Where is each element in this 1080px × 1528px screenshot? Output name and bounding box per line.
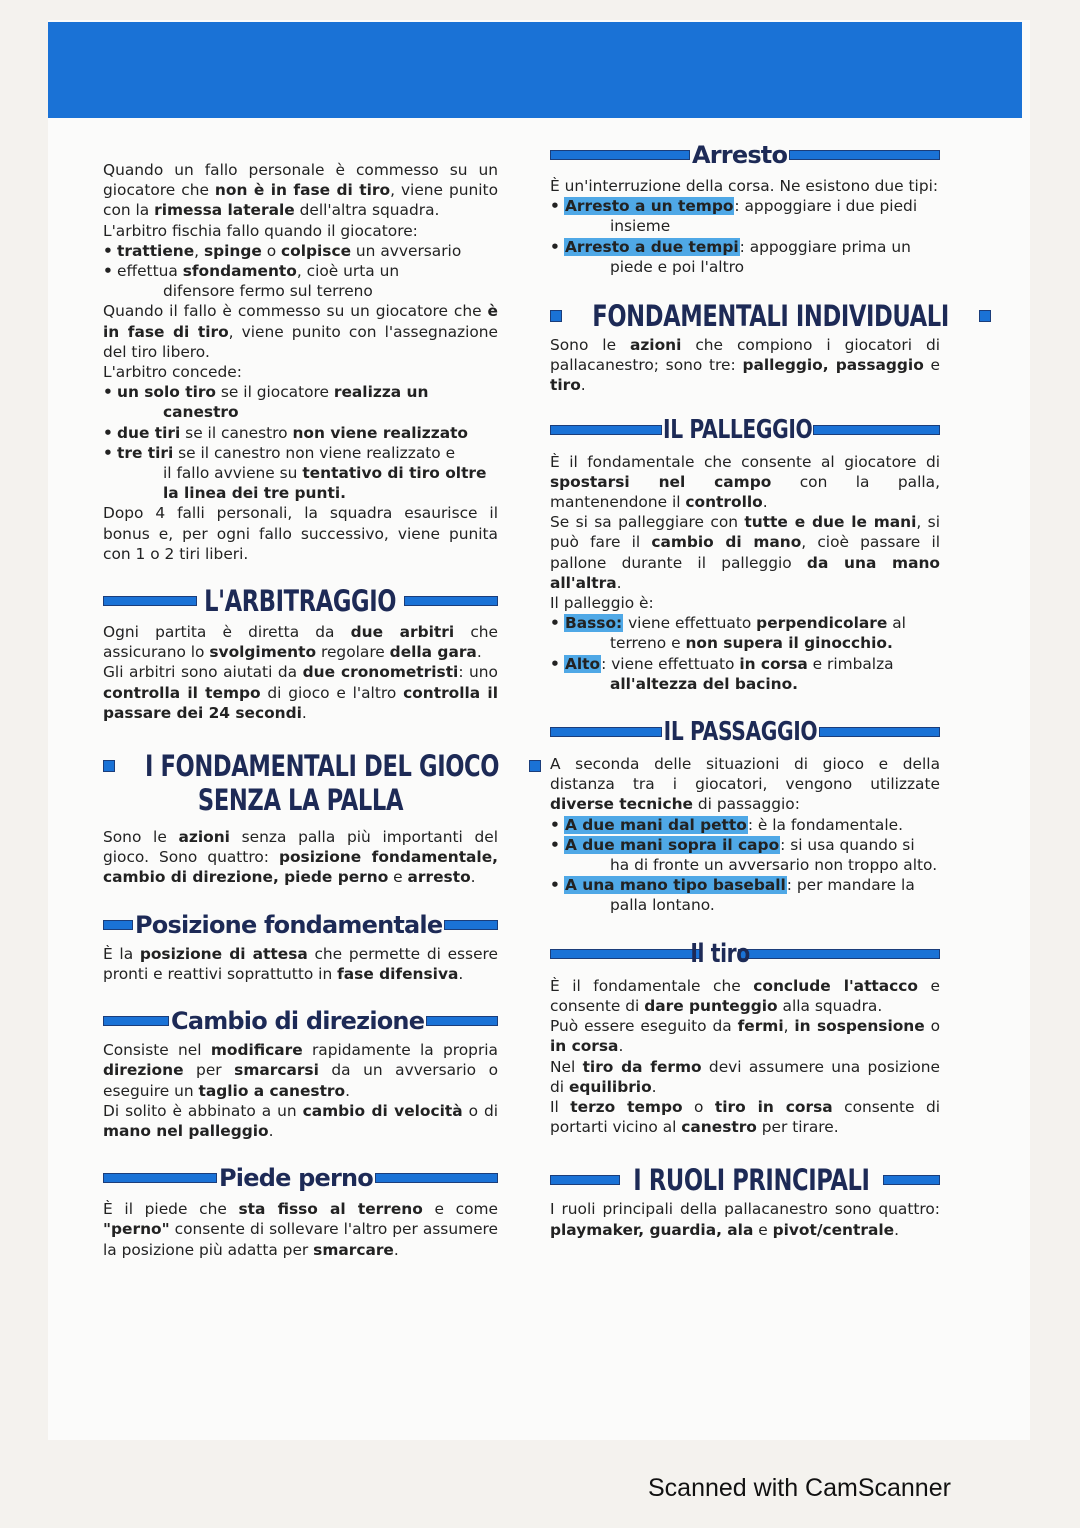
heading-bar xyxy=(103,596,197,606)
list-item: • Basso: viene effettuato perpendicolare al terreno e non supera il ginocchio. xyxy=(550,613,940,653)
ruoli-section xyxy=(550,1163,940,1239)
scanner-watermark: Scanned with CamScanner xyxy=(648,1474,951,1502)
palleggio-list xyxy=(550,613,940,694)
ruoli-heading: I RUOLI PRINCIPALI xyxy=(550,1163,940,1197)
left-column xyxy=(103,160,498,1260)
fouls-paragraph-1: Quando un fallo personale è commesso su un giocatore che non è in fase di tiro, viene punito con la rimessa laterale dell'altra squadra. xyxy=(103,161,499,220)
individuali-section xyxy=(550,299,949,396)
list-item: • A due mani sopra il capo: si usa quando si ha di fronte un avversario non troppo alto. xyxy=(550,835,940,875)
fouls-paragraph-3: Quando il fallo è commesso su un giocatore che è in fase di tiro, viene punito con l'assegnazione del tiro libero. xyxy=(103,302,498,361)
arbitraggio-paragraph-1: Ogni partita è diretta da due arbitri che assicurano lo svolgimento regolare della gara. xyxy=(103,623,499,662)
arresto-paragraph: È un'interruzione della corsa. Ne esistono due tipi: xyxy=(550,177,939,195)
senza-palla-section xyxy=(103,749,498,888)
cambio-paragraph-1: Consiste nel modificare rapidamente la propria direzione per smarcarsi da un avversario o eseguire un taglio a canestro. xyxy=(103,1041,499,1100)
posizione-heading: Posizione fondamentale xyxy=(103,910,498,940)
list-item: • trattiene, spinge o colpisce un avversario xyxy=(103,241,498,261)
list-item: • un solo tiro se il giocatore realizza un canestro xyxy=(103,382,498,422)
passaggio-heading: IL PASSAGGIO xyxy=(550,716,940,748)
arbitraggio-heading: L'ARBITRAGGIO xyxy=(103,584,498,618)
arresto-list xyxy=(550,196,940,277)
fouls-paragraph-2: L'arbitro fischia fallo quando il giocatore: xyxy=(103,221,418,240)
list-item: • A due mani dal petto: è la fondamentale. xyxy=(550,815,940,835)
fouls-section xyxy=(103,160,498,564)
tiro-paragraph-4: Il terzo tempo o tiro in corsa consente di portarti vicino al canestro per tirare. xyxy=(550,1097,940,1137)
posizione-section xyxy=(103,910,498,984)
cambio-paragraph-2: Di solito è abbinato a un cambio di velocità o di mano nel palleggio. xyxy=(103,1101,498,1140)
senza-palla-heading: I FONDAMENTALI DEL GIOCO xyxy=(103,749,498,783)
senza-palla-paragraph: Sono le azioni senza palla più importanti del gioco. Sono quattro: posizione fondamentale, cambio di direzione, piede perno e arresto. xyxy=(103,828,498,887)
passaggio-section xyxy=(550,716,940,916)
list-item: • Alto: viene effettuato in corsa e rimbalza all'altezza del bacino. xyxy=(550,654,940,694)
fouls-list-1 xyxy=(103,241,498,302)
tiro-paragraph-2: Può essere eseguito da fermi, in sospensione o in corsa. xyxy=(550,1017,940,1056)
arresto-section xyxy=(550,140,940,277)
tiro-paragraph-1: È il fondamentale che conclude l'attacco e consente di dare punteggio alla squadra. xyxy=(550,976,940,1015)
list-item: • tre tiri se il canestro non viene realizzato e il fallo avviene su tentativo di tiro oltre la linea dei tre punti. xyxy=(103,443,498,504)
cambio-section xyxy=(103,1006,498,1141)
individuali-heading: FONDAMENTALI INDIVIDUALI xyxy=(550,299,940,333)
posizione-paragraph: È la posizione di attesa che permette di essere pronti e reattivi soprattutto in fase difensiva. xyxy=(103,944,499,983)
perno-section xyxy=(103,1163,498,1260)
senza-palla-heading-line2: SENZA LA PALLA xyxy=(197,783,404,818)
fouls-paragraph-4: L'arbitro concede: xyxy=(103,363,242,382)
arbitraggio-section xyxy=(103,584,498,723)
tiro-section xyxy=(550,938,940,1138)
ruoli-paragraph: I ruoli principali della pallacanestro sono quattro: playmaker, guardia, ala e pivot/centrale. xyxy=(550,1200,940,1239)
perno-heading: Piede perno xyxy=(103,1163,498,1193)
list-item: • effettua sfondamento, cioè urta un difensore fermo sul terreno xyxy=(103,261,498,301)
right-column xyxy=(550,140,949,1240)
cambio-heading: Cambio di direzione xyxy=(103,1006,498,1036)
tiro-heading: Il tiro xyxy=(550,938,940,970)
tiro-paragraph-3: Nel tiro da fermo devi assumere una posizione di equilibrio. xyxy=(550,1057,940,1096)
palleggio-paragraph-3: Il palleggio è: xyxy=(550,594,654,613)
heading-bar xyxy=(404,596,498,606)
list-item: • Arresto a un tempo: appoggiare i due piedi insieme xyxy=(550,196,940,236)
list-item: • Arresto a due tempi: appoggiare prima un piede e poi l'altro xyxy=(550,237,940,277)
list-item: • due tiri se il canestro non viene realizzato xyxy=(103,423,498,443)
arresto-heading: Arresto xyxy=(550,140,940,170)
list-item: • A una mano tipo baseball: per mandare la palla lontano. xyxy=(550,875,940,915)
fouls-list-2 xyxy=(103,382,498,503)
individuali-paragraph: Sono le azioni che compiono i giocatori di pallacanestro; sono tre: palleggio, passaggio e tiro. xyxy=(550,336,940,395)
palleggio-paragraph-1: È il fondamentale che consente al giocatore di spostarsi nel campo con la palla, mantenendone il controllo. xyxy=(550,452,940,512)
passaggio-list xyxy=(550,815,940,916)
palleggio-paragraph-2: Se si sa palleggiare con tutte e due le mani, si può fare il cambio di mano, cioè passare il pallone durante il palleggio da una mano all'altra. xyxy=(550,513,941,592)
header-banner xyxy=(48,22,1022,118)
perno-paragraph: È il piede che sta fisso al terreno e come "perno" consente di sollevare l'altro per assumere la posizione più adatta per smarcare. xyxy=(103,1200,498,1259)
arbitraggio-paragraph-2: Gli arbitri sono aiutati da due cronometristi: uno controlla il tempo di gioco e l'altro controlla il passare dei 24 secondi. xyxy=(103,663,498,722)
palleggio-section xyxy=(550,414,940,694)
fouls-paragraph-5: Dopo 4 falli personali, la squadra esaurisce il bonus e, per ogni fallo successivo, viene punita con 1 o 2 tiri liberi. xyxy=(103,504,498,563)
passaggio-paragraph: A seconda delle situazioni di gioco e della distanza tra i giocatori, vengono utilizzate diverse tecniche di passaggio: xyxy=(550,755,940,814)
palleggio-heading: IL PALLEGGIO xyxy=(550,414,940,446)
